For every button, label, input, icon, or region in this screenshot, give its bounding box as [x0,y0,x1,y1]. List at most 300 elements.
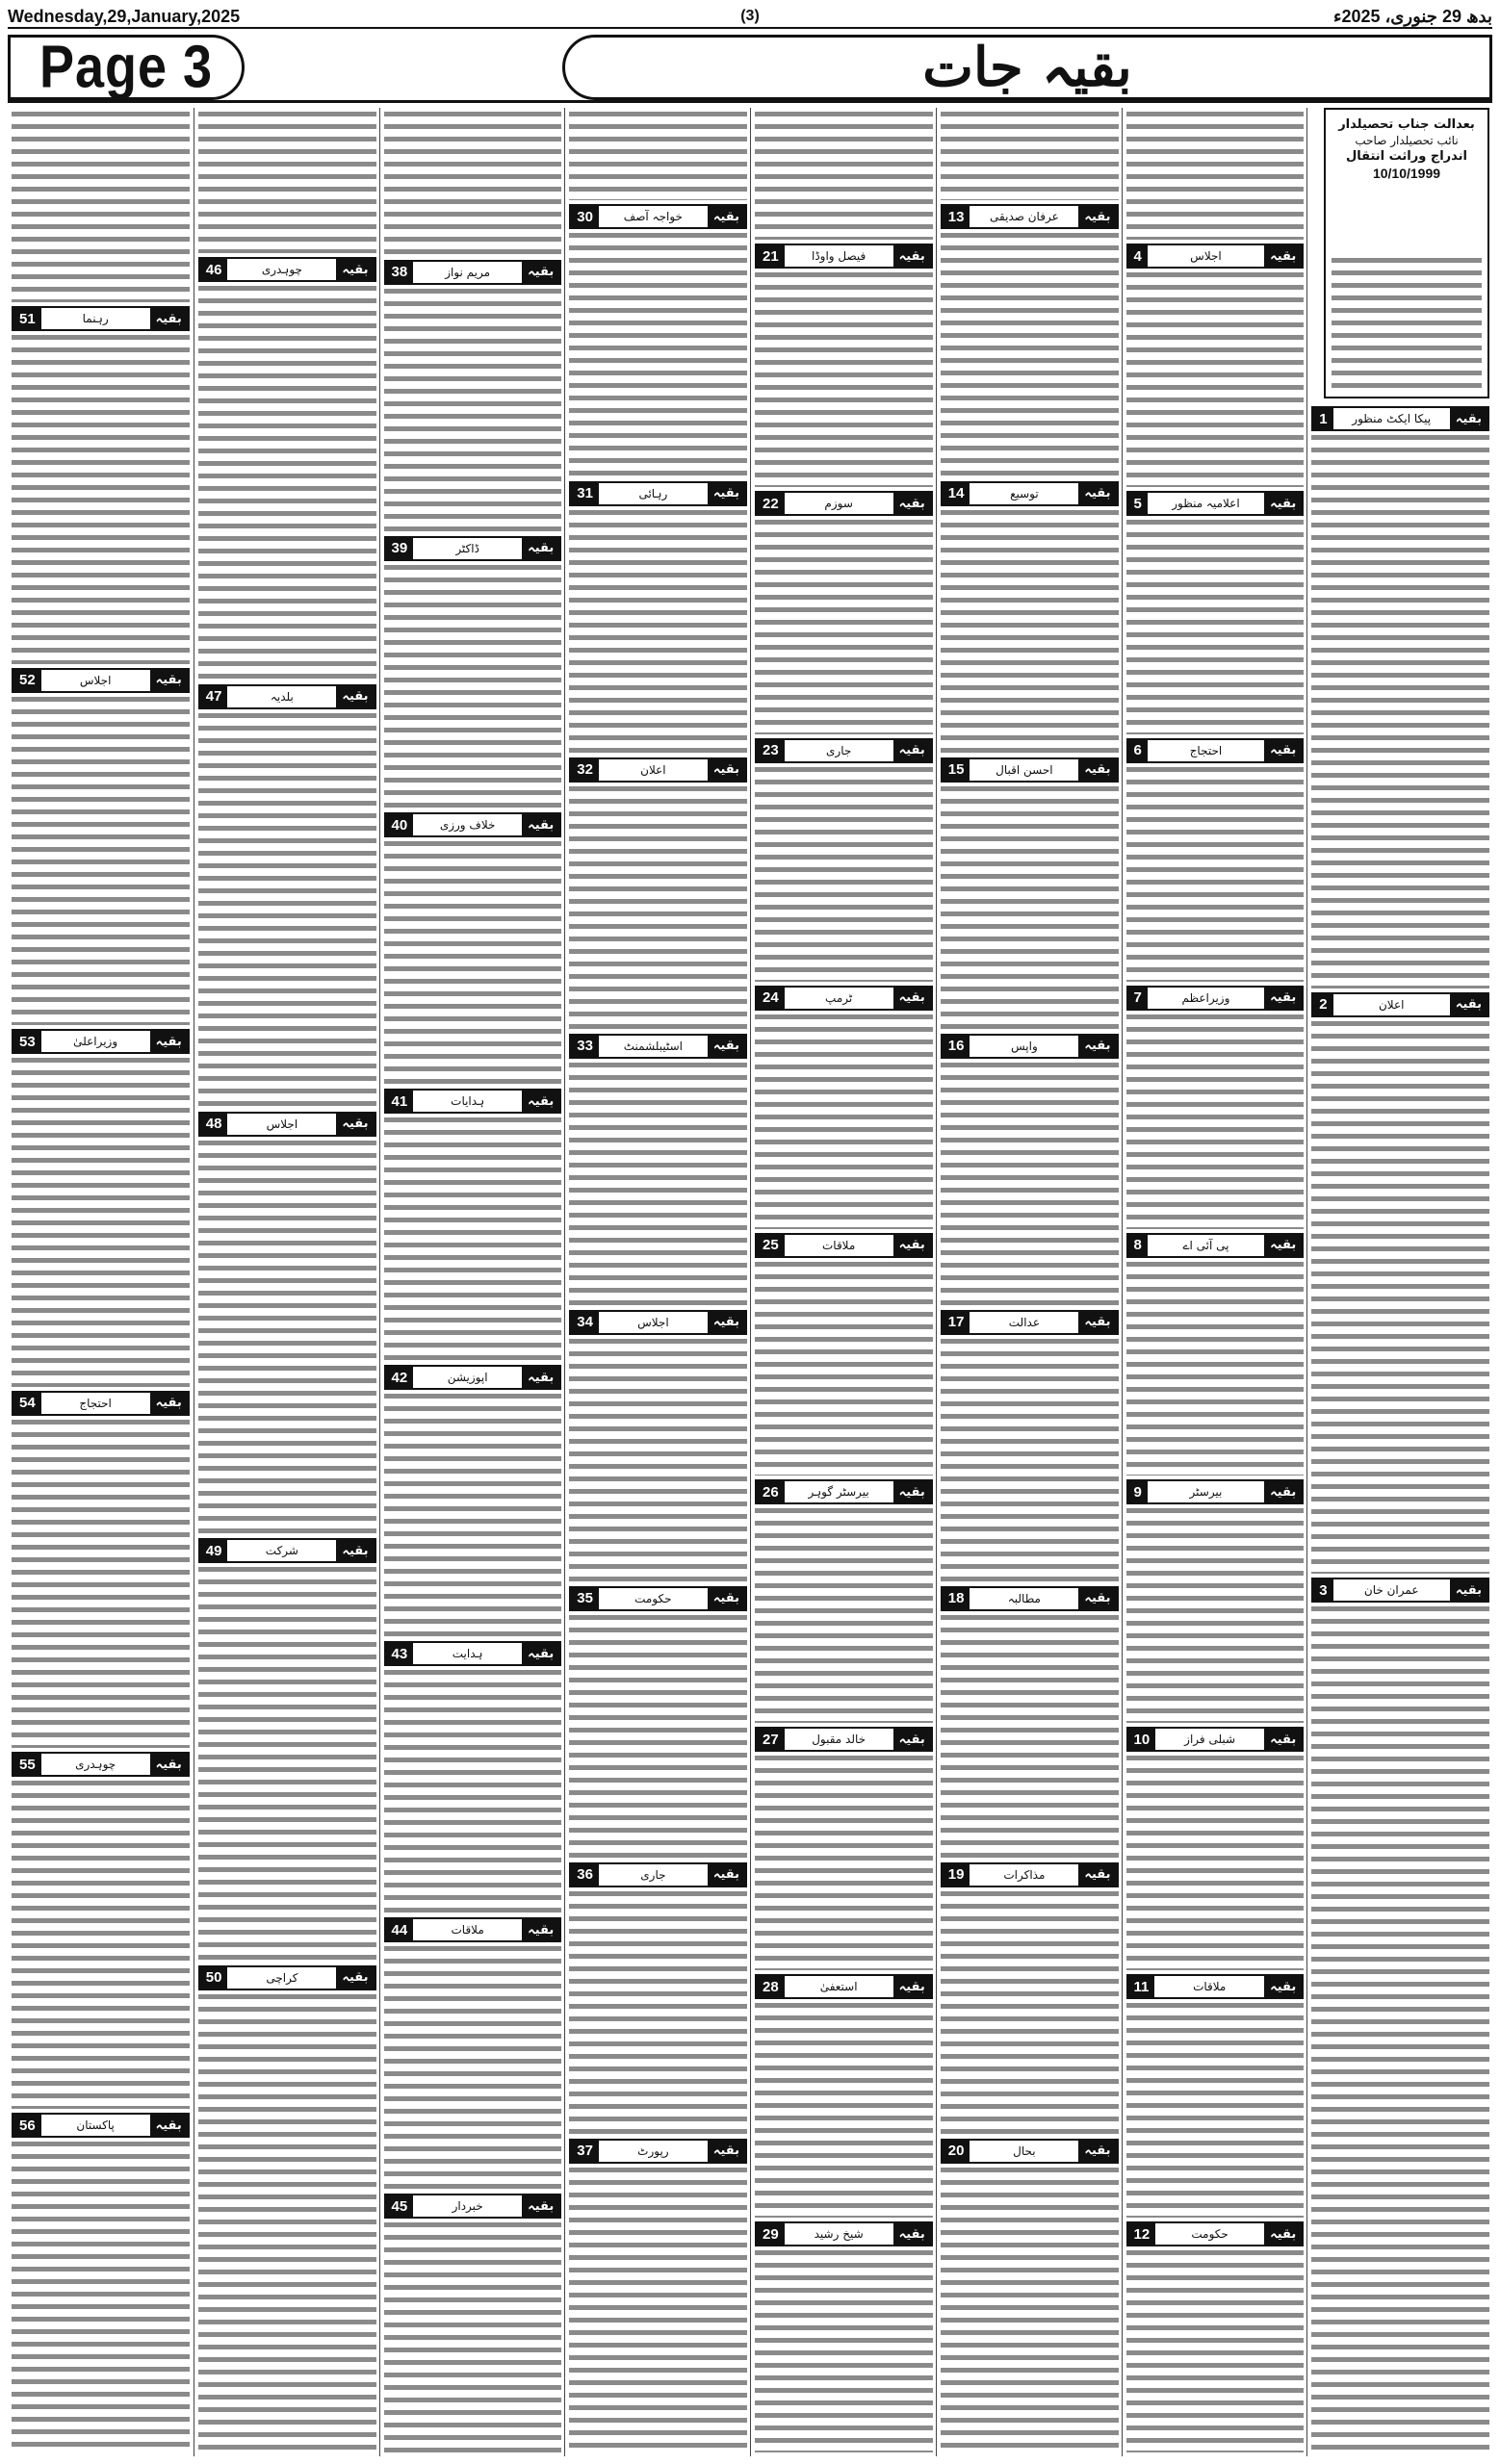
notice-date: 10/10/1999 [1372,166,1441,181]
continuation-number: 47 [200,686,228,707]
continuation-number: 14 [943,483,970,504]
continuation-word: بقیہ [336,1114,374,1135]
continuation-number: 37 [571,2141,599,2162]
continuation-marker-10 [1126,1727,1305,1752]
article-text [384,285,562,532]
continuation-word: بقیہ [708,1036,745,1057]
continuation-marker-8 [1126,1233,1305,1258]
masthead-bar [8,6,1492,29]
continuation-number: 38 [386,262,414,283]
article-text [755,516,933,734]
article-text [755,1011,933,1229]
continuation-word: بقیہ [522,538,559,559]
article-text [384,1942,562,2190]
continuation-word: بقیہ [708,483,745,504]
continuation-caption: رہنما [82,312,109,326]
continuation-marker-47 [198,684,376,709]
continuation-caption: مریم نواز [445,265,491,279]
continuation-number: 30 [571,206,599,227]
article-text [12,1054,190,1386]
continuation-caption: عرفان صدیقی [990,210,1059,224]
article-text [1311,1603,1489,2452]
continuation-caption: پاکستان [76,2118,115,2133]
continuation-word: بقیہ [1264,1729,1302,1750]
continuation-number: 3 [1313,1579,1332,1601]
continuation-number: 27 [757,1729,785,1750]
continuation-caption: احتجاج [1189,743,1223,757]
continuation-word: بقیہ [336,1967,374,1989]
continuation-marker-28 [755,1974,933,1999]
article-text [569,1611,747,1859]
continuation-word: بقیہ [1078,1312,1116,1333]
continuation-caption: جاری [826,743,852,757]
article-text [384,1114,562,1361]
continuation-word: بقیہ [522,814,559,835]
continuation-number: 45 [386,2195,414,2217]
continuation-caption: پی آئی اے [1182,1238,1229,1252]
continuation-word: بقیہ [1264,245,1302,267]
continuation-number: 9 [1128,1481,1148,1502]
continuation-marker-29 [755,2221,933,2246]
continuation-caption: واپس [1010,1039,1038,1053]
page-badge-label: Page 3 [39,34,214,101]
continuation-number: 50 [200,1967,228,1989]
notice-line1: بعدالت جناب تحصیلدار [1338,117,1475,132]
continuation-marker-50 [198,1965,376,1990]
continuation-marker-40 [384,812,562,837]
continuation-caption: مذاکرات [1003,1867,1046,1882]
article-text [384,108,562,256]
continuation-number: 54 [13,1393,41,1414]
continuation-caption: خلاف ورزی [439,818,496,832]
continuation-word: بقیہ [708,759,745,781]
continuation-marker-54 [12,1391,190,1416]
article-text [569,506,747,754]
continuation-marker-27 [755,1727,933,1752]
continuation-caption: وزیراعلیٰ [73,1035,118,1049]
continuation-word: بقیہ [336,259,374,280]
continuation-caption: ملاقات [451,1923,484,1938]
continuation-caption: اپوزیشن [447,1371,488,1385]
article-text [198,709,376,1108]
continuation-number: 35 [571,1588,599,1609]
continuation-marker-26 [755,1479,933,1504]
continuation-caption: خالد مقبول [812,1732,866,1747]
continuation-caption: عمران خان [1363,1583,1419,1598]
continuation-number: 10 [1128,1729,1156,1750]
page-number: (3) [740,8,760,24]
continuation-word: بقیہ [150,2115,188,2136]
article-text [198,1990,376,2452]
continuation-number: 44 [386,1919,414,1940]
article-text [755,763,933,982]
continuation-caption: اجلاس [79,673,112,687]
continuation-caption: شبلی فراز [1184,1732,1236,1747]
article-text [1126,1011,1305,1229]
continuation-caption: ہدایات [451,1094,485,1109]
continuation-number: 42 [386,1367,414,1388]
article-text [569,1059,747,1306]
continuation-caption: ڈاکٹر [455,541,479,555]
continuation-caption: اجلاس [266,1116,298,1131]
continuation-marker-48 [198,1112,376,1137]
continuation-number: 52 [13,670,41,691]
continuation-marker-45 [384,2194,562,2219]
continuation-word: بقیہ [893,493,931,514]
article-text [941,506,1119,754]
column-4 [750,108,937,2456]
article-text [941,2164,1119,2452]
article-text [941,1887,1119,2135]
continuation-caption: وزیراعظم [1181,990,1230,1005]
continuation-caption: بیرسٹر [1189,1485,1223,1500]
continuation-number: 22 [757,493,785,514]
article-text [569,1335,747,1582]
continuation-marker-52 [12,668,190,693]
continuation-number: 13 [943,206,970,227]
article-text [941,783,1119,1030]
column-2 [1122,108,1308,2456]
continuation-marker-24 [755,986,933,1011]
continuation-caption: حکومت [634,1591,672,1605]
column-6 [379,108,566,2456]
article-text [755,108,933,240]
continuation-word: بقیہ [522,262,559,283]
article-text [1311,1017,1489,1575]
continuation-marker-36 [569,1862,747,1887]
continuation-word: بقیہ [150,1031,188,1052]
continuation-word: بقیہ [893,1976,931,1997]
continuation-word: بقیہ [708,1312,745,1333]
article-text [384,837,562,1085]
article-text [941,229,1119,476]
article-text [755,269,933,487]
continuation-caption: جاری [640,1867,666,1882]
continuation-caption: کراچی [266,1970,298,1985]
article-text [755,1999,933,2218]
continuation-word: بقیہ [1450,994,1487,1015]
continuation-marker-46 [198,257,376,282]
continuation-word: بقیہ [893,245,931,267]
column-1 [1306,108,1493,2456]
continuation-caption: توسیع [1010,486,1039,500]
continuation-caption: اعلان [640,762,666,777]
article-text [941,108,1119,200]
article-text [1126,763,1305,982]
continuation-word: بقیہ [893,2223,931,2245]
continuation-word: بقیہ [708,2141,745,2162]
date-english: Wednesday,29,January,2025 [8,6,241,26]
continuation-marker-11 [1126,1974,1305,1999]
continuation-number: 46 [200,259,228,280]
continuation-caption: خبردار [452,2199,483,2214]
continuation-caption: احتجاج [79,1396,112,1410]
continuation-number: 19 [943,1864,970,1886]
continuation-number: 43 [386,1643,414,1664]
continuation-caption: چوہدری [75,1758,116,1771]
article-text [941,1335,1119,1582]
article-text [1126,2246,1305,2452]
continuation-word: بقیہ [1264,740,1302,761]
article-text [1126,1752,1305,1970]
continuation-number: 12 [1128,2223,1156,2245]
notice-line2: نائب تحصیلدار صاحب [1355,134,1459,147]
article-text [569,229,747,476]
page-badge [8,35,245,100]
continuation-caption: سوزم [824,497,853,511]
continuation-number: 18 [943,1588,970,1609]
continuation-word: بقیہ [1078,1864,1116,1886]
continuation-caption: حکومت [1191,2227,1228,2241]
article-text [1126,1258,1305,1476]
continuation-word: بقیہ [1078,206,1116,227]
article-text [755,2246,933,2452]
article-text [198,108,376,253]
court-notice [1324,108,1489,398]
continuation-word: بقیہ [150,670,188,691]
continuation-marker-18 [941,1586,1119,1611]
continuation-number: 7 [1128,988,1148,1009]
continuation-marker-31 [569,481,747,506]
article-text [1126,108,1305,240]
continuation-marker-55 [12,1752,190,1777]
continuation-number: 2 [1313,994,1332,1015]
article-text [569,2164,747,2452]
continuation-marker-37 [569,2139,747,2164]
continuation-word: بقیہ [522,1367,559,1388]
continuation-number: 25 [757,1235,785,1256]
continuation-caption: ملاقات [1193,1980,1227,1994]
continuation-marker-30 [569,204,747,229]
continuation-marker-23 [755,738,933,763]
continuation-word: بقیہ [150,308,188,329]
continuation-word: بقیہ [522,1919,559,1940]
continuation-word: بقیہ [336,686,374,707]
continuation-word: بقیہ [708,1588,745,1609]
continuation-caption: ملاقات [821,1238,856,1252]
continuation-caption: اعلان [1378,997,1405,1012]
continuation-marker-38 [384,260,562,285]
continuation-caption: فیصل واوڈا [811,249,866,264]
continuation-marker-25 [755,1233,933,1258]
continuation-word: بقیہ [522,1643,559,1664]
article-text [384,1390,562,1637]
continuation-marker-3 [1311,1578,1489,1603]
continuation-number: 21 [757,245,785,267]
continuation-caption: پیکا ایکٹ منظور [1352,412,1432,425]
continuation-word: بقیہ [1264,1976,1302,1997]
continuation-marker-32 [569,757,747,783]
continuation-word: بقیہ [1450,408,1487,429]
continuation-marker-39 [384,536,562,561]
continuation-word: بقیہ [1078,1588,1116,1609]
continuation-marker-51 [12,306,190,331]
continuation-number: 34 [571,1312,599,1333]
article-text [941,1611,1119,1859]
continuation-word: بقیہ [1264,988,1302,1009]
continuation-number: 33 [571,1036,599,1057]
continuation-marker-1 [1311,406,1489,431]
continuation-number: 1 [1313,408,1332,429]
page-header [8,31,1492,103]
article-text [12,2138,190,2452]
continuation-number: 31 [571,483,599,504]
continuation-number: 8 [1128,1235,1148,1256]
continuation-word: بقیہ [1264,2223,1302,2245]
continuation-number: 17 [943,1312,970,1333]
continuation-word: بقیہ [893,740,931,761]
continuation-number: 28 [757,1976,785,1997]
continuation-caption: اعلامیہ منظور [1172,497,1240,511]
continuation-marker-43 [384,1641,562,1666]
continuation-caption: اجلاس [637,1315,669,1329]
continuation-caption: احسن اقبال [996,762,1053,777]
continuation-caption: شیخ رشید [814,2227,864,2241]
continuation-number: 39 [386,538,414,559]
notice-body [1332,254,1482,389]
article-text [198,282,376,680]
continuation-caption: خواجہ آصف [623,210,683,224]
article-text [384,1666,562,1913]
continuation-marker-21 [755,244,933,269]
continuation-caption: اسٹیبلشمنٹ [623,1039,684,1053]
date-urdu: بدھ 29 جنوری، 2025ء [1332,6,1492,26]
continuation-marker-22 [755,491,933,516]
continuation-number: 6 [1128,740,1148,761]
continuation-caption: بلدیہ [270,689,294,704]
article-text [12,1777,190,2109]
continuation-word: بقیہ [1078,1036,1116,1057]
continuation-marker-56 [12,2113,190,2138]
continuation-word: بقیہ [708,1864,745,1886]
continuation-marker-33 [569,1034,747,1059]
continuation-marker-13 [941,204,1119,229]
continuation-number: 29 [757,2223,785,2245]
continuation-marker-16 [941,1034,1119,1059]
article-text [569,1887,747,2135]
columns-area [8,108,1492,2456]
continuation-word: بقیہ [1264,1235,1302,1256]
continuation-number: 40 [386,814,414,835]
continuation-marker-44 [384,1917,562,1942]
article-text [1126,1999,1305,2218]
article-text [1126,516,1305,734]
continuation-word: بقیہ [522,1091,559,1112]
continuation-caption: شرکت [265,1544,298,1558]
continuation-number: 41 [386,1091,414,1112]
continuation-word: بقیہ [893,1235,931,1256]
continuation-number: 53 [13,1031,41,1052]
continuation-number: 24 [757,988,785,1009]
article-text [1311,431,1489,988]
continuation-caption: بیرسٹر گوہر [808,1485,869,1500]
article-text [12,108,190,302]
continuation-word: بقیہ [893,988,931,1009]
continuation-word: بقیہ [1078,2141,1116,2162]
article-text [941,1059,1119,1306]
continuation-marker-35 [569,1586,747,1611]
continuation-marker-49 [198,1538,376,1563]
continuation-marker-17 [941,1310,1119,1335]
continuation-marker-9 [1126,1479,1305,1504]
continuation-caption: استعفیٰ [819,1980,858,1994]
article-text [1126,269,1305,487]
continuation-marker-6 [1126,738,1305,763]
continuation-number: 26 [757,1481,785,1502]
continuation-marker-34 [569,1310,747,1335]
column-7 [194,108,380,2456]
continuation-number: 51 [13,308,41,329]
continuation-number: 15 [943,759,970,781]
column-8 [8,108,194,2456]
section-title: بقیہ جات [562,35,1492,100]
column-5 [564,108,751,2456]
continuation-marker-7 [1126,986,1305,1011]
continuation-marker-2 [1311,992,1489,1017]
article-text [12,1416,190,1748]
continuation-number: 20 [943,2141,970,2162]
column-3 [936,108,1123,2456]
continuation-word: بقیہ [893,1729,931,1750]
continuation-number: 16 [943,1036,970,1057]
continuation-number: 4 [1128,245,1148,267]
article-text [198,1563,376,1962]
continuation-word: بقیہ [1078,759,1116,781]
continuation-number: 23 [757,740,785,761]
notice-line3: اندراج وراثت انتقال [1345,149,1468,164]
article-text [569,783,747,1030]
continuation-number: 49 [200,1540,228,1561]
continuation-marker-42 [384,1365,562,1390]
continuation-caption: عدالت [1008,1315,1040,1329]
continuation-number: 55 [13,1754,41,1775]
article-text [12,693,190,1025]
article-text [1126,1504,1305,1723]
continuation-marker-15 [941,757,1119,783]
continuation-caption: رہائی [638,486,668,500]
continuation-caption: ہدایت [452,1647,483,1661]
continuation-number: 56 [13,2115,41,2136]
continuation-marker-12 [1126,2221,1305,2246]
article-text [198,1137,376,1535]
continuation-number: 5 [1128,493,1148,514]
continuation-word: بقیہ [150,1393,188,1414]
article-text [12,331,190,663]
continuation-marker-19 [941,1862,1119,1887]
continuation-number: 48 [200,1114,228,1135]
continuation-marker-14 [941,481,1119,506]
article-text [384,2219,562,2452]
continuation-caption: مطالبہ [1007,1591,1041,1605]
continuation-number: 32 [571,759,599,781]
continuation-number: 11 [1128,1976,1155,1997]
continuation-marker-53 [12,1029,190,1054]
continuation-caption: رپورٹ [637,2143,669,2158]
article-text [755,1504,933,1723]
continuation-marker-20 [941,2139,1119,2164]
continuation-word: بقیہ [1078,483,1116,504]
continuation-word: بقیہ [1450,1579,1487,1601]
continuation-word: بقیہ [1264,1481,1302,1502]
article-text [569,108,747,200]
article-text [755,1752,933,1970]
continuation-marker-4 [1126,244,1305,269]
continuation-caption: ٹرمپ [825,990,853,1005]
continuation-caption: بحال [1013,2143,1036,2158]
continuation-number: 36 [571,1864,599,1886]
article-text [384,561,562,808]
continuation-word: بقیہ [522,2195,559,2217]
